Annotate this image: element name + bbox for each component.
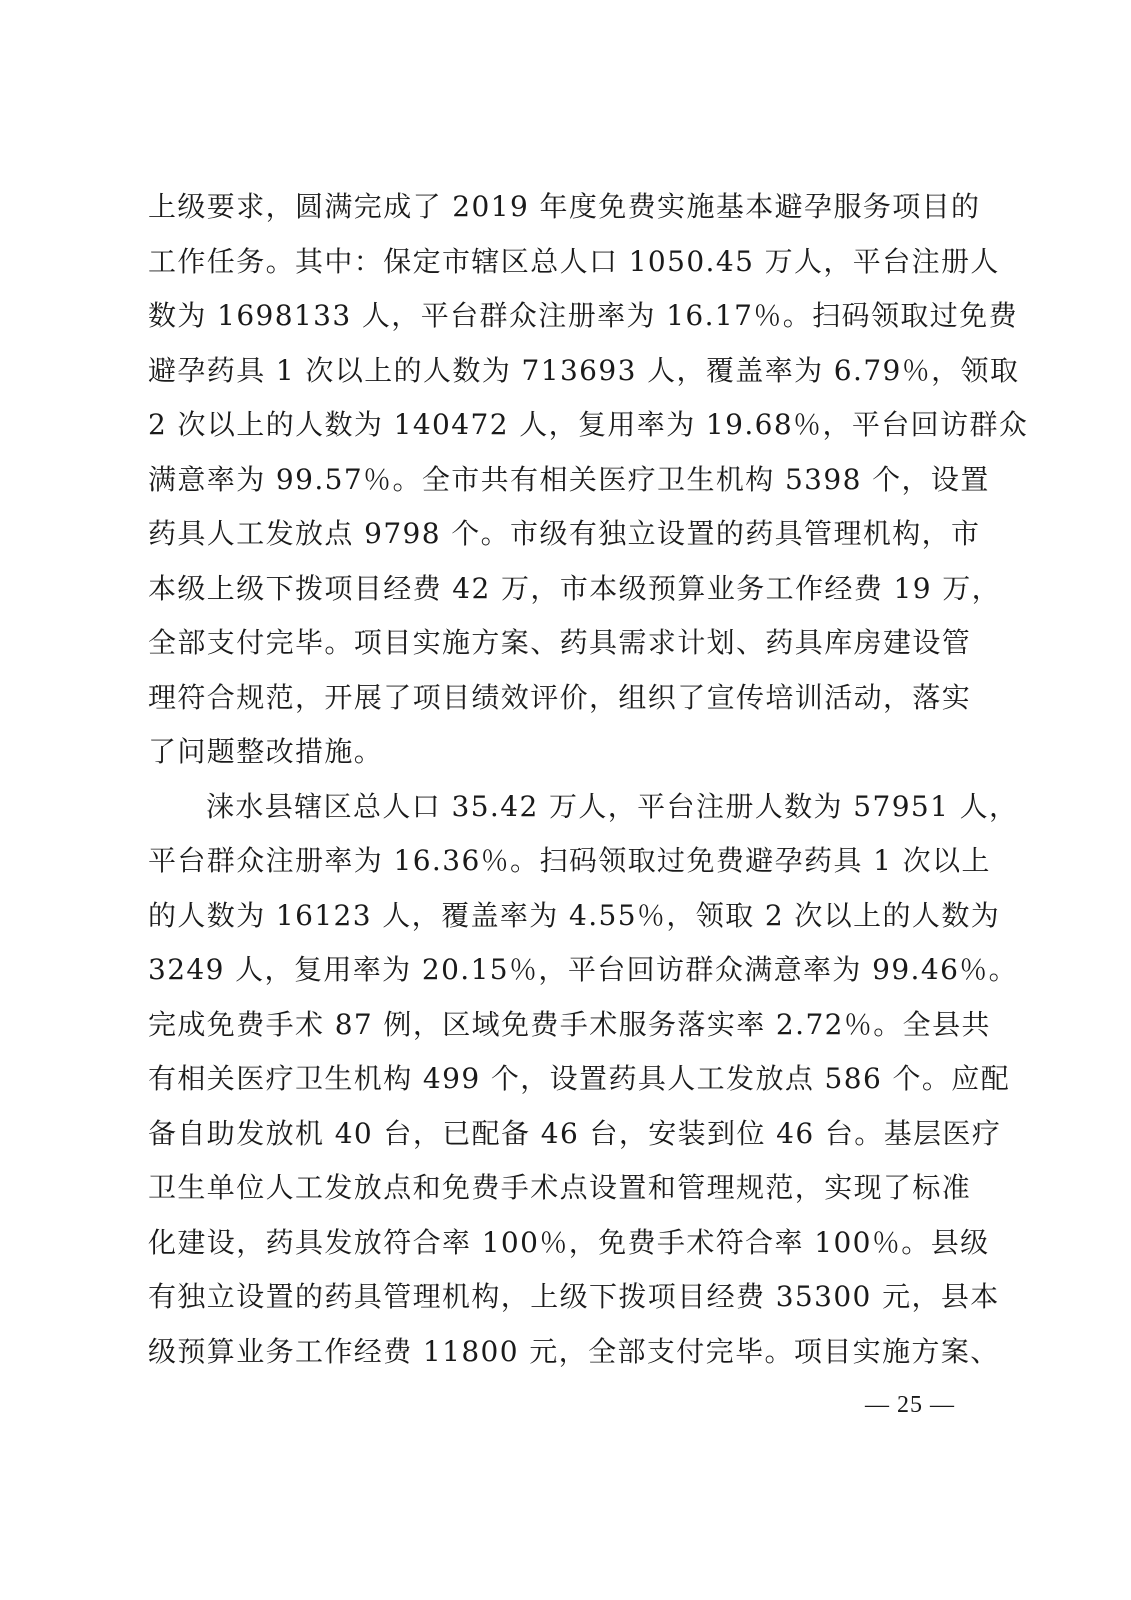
text-line: 备自助发放机 40 台，已配备 46 台，安装到位 46 台。基层医疗 [148,1116,1002,1150]
text-line: 数为 1698133 人，平台群众注册率为 16.17％。扫码领取过免费 [148,299,1018,332]
text-line: 药具人工发放点 9798 个。市级有独立设置的药具管理机构，市 [148,517,981,550]
page-number: — 25 — [865,1392,955,1418]
text-line: 完成免费手术 87 例，区域免费手术服务落实率 2.72％。全县共 [148,1007,991,1041]
text-line: 涞水县辖区总人口 35.42 万人，平台注册人数为 57951 人， [206,789,1019,823]
body-text [148,180,1029,1379]
text-line: 级预算业务工作经费 11800 元，全部支付完毕。项目实施方案、 [148,1334,1000,1368]
text-line: 化建设，药具发放符合率 100％，免费手术符合率 100％。县级 [148,1225,990,1259]
text-line: 满意率为 99.57％。全市共有相关医疗卫生机构 5398 个，设置 [148,462,990,496]
text-line: 3249 人，复用率为 20.15％，平台回访群众满意率为 99.46％。 [148,953,1019,986]
text-line: 本级上级下拨项目经费 42 万，市本级预算业务工作经费 19 万， [148,571,1002,605]
text-line: 的人数为 16123 人，覆盖率为 4.55％，领取 2 次以上的人数为 [148,898,1001,932]
text-line: 有相关医疗卫生机构 499 个，设置药具人工发放点 586 个。应配 [148,1062,1011,1095]
text-line: 全部支付完毕。项目实施方案、药具需求计划、药具库房建设管 [148,626,972,659]
text-line: 上级要求，圆满完成了 2019 年度免费实施基本避孕服务项目的 [148,190,981,223]
text-line: 2 次以上的人数为 140472 人，复用率为 19.68％，平台回访群众 [148,408,1029,441]
paragraph-1 [148,180,1029,780]
text-line: 平台群众注册率为 16.36％。扫码领取过免费避孕药具 1 次以上 [148,844,991,877]
text-line: 卫生单位人工发放点和免费手术点设置和管理规范，实现了标准 [148,1171,972,1204]
text-line: 了问题整改措施。 [148,735,384,768]
text-line: 有独立设置的药具管理机构，上级下拨项目经费 35300 元，县本 [148,1280,1000,1313]
text-line: 理符合规范，开展了项目绩效评价，组织了宣传培训活动，落实 [148,680,972,714]
text-line: 避孕药具 1 次以上的人数为 713693 人，覆盖率为 6.79％，领取 [148,353,1020,387]
text-line: 工作任务。其中：保定市辖区总人口 1050.45 万人，平台注册人 [148,244,1000,278]
paragraph-2 [148,780,1019,1380]
